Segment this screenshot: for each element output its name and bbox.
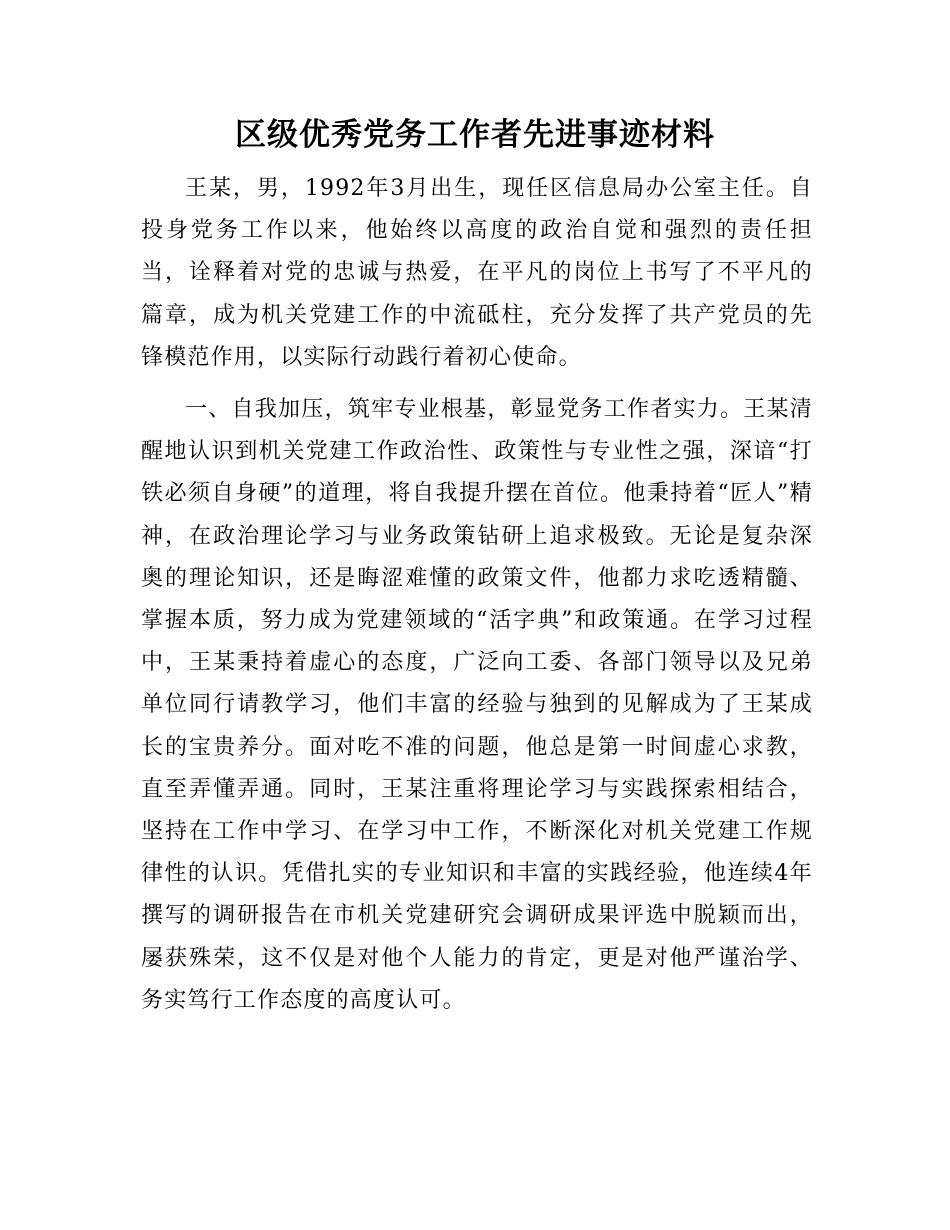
document-body <box>141 168 813 1022</box>
paragraph-section-1: 一、自我加压，筑牢专业根基，彰显党务工作者实力。王某清醒地认识到机关党建工作政治性、政策性与专业性之强，深谙“打铁必须自身硬”的道理，将自我提升摆在首位。他秉持着“匠人”精神，在政治理论学习与业务政策钻研上追求极致。无论是复杂深奥的理论知识，还是晦涩难懂的政策文件，他都力求吃透精髓、掌握本质，努力成为党建领域的“活字典”和政策通。在学习过程中，王某秉持着虚心的态度，广泛向工委、各部门领导以及兄弟单位同行请教学习，他们丰富的经验与独到的见解成为了王某成长的宝贵养分。面对吃不准的问题，他总是第一时间虚心求教，直至弄懂弄通。同时，王某注重将理论学习与实践探索相结合，坚持在工作中学习、在学习中工作，不断深化对机关党建工作规律性的认识。凭借扎实的专业知识和丰富的实践经验，他连续4年撰写的调研报告在市机关党建研究会调研成果评选中脱颖而出，屡获殊荣，这不仅是对他个人能力的肯定，更是对他严谨治学、务实笃行工作态度的高度认可。 <box>141 397 813 1013</box>
paragraph-intro: 王某，男，1992年3月出生，现任区信息局办公室主任。自投身党务工作以来，他始终以高度的政治自觉和强烈的责任担当，诠释着对党的忠诚与热爱，在平凡的岗位上书写了不平凡的篇章，成为机关党建工作的中流砥柱，充分发挥了共产党员的先锋模范作用，以实际行动践行着初心使命。 <box>141 176 813 370</box>
document-title: 区级优秀党务工作者先进事迹材料 <box>235 117 715 153</box>
